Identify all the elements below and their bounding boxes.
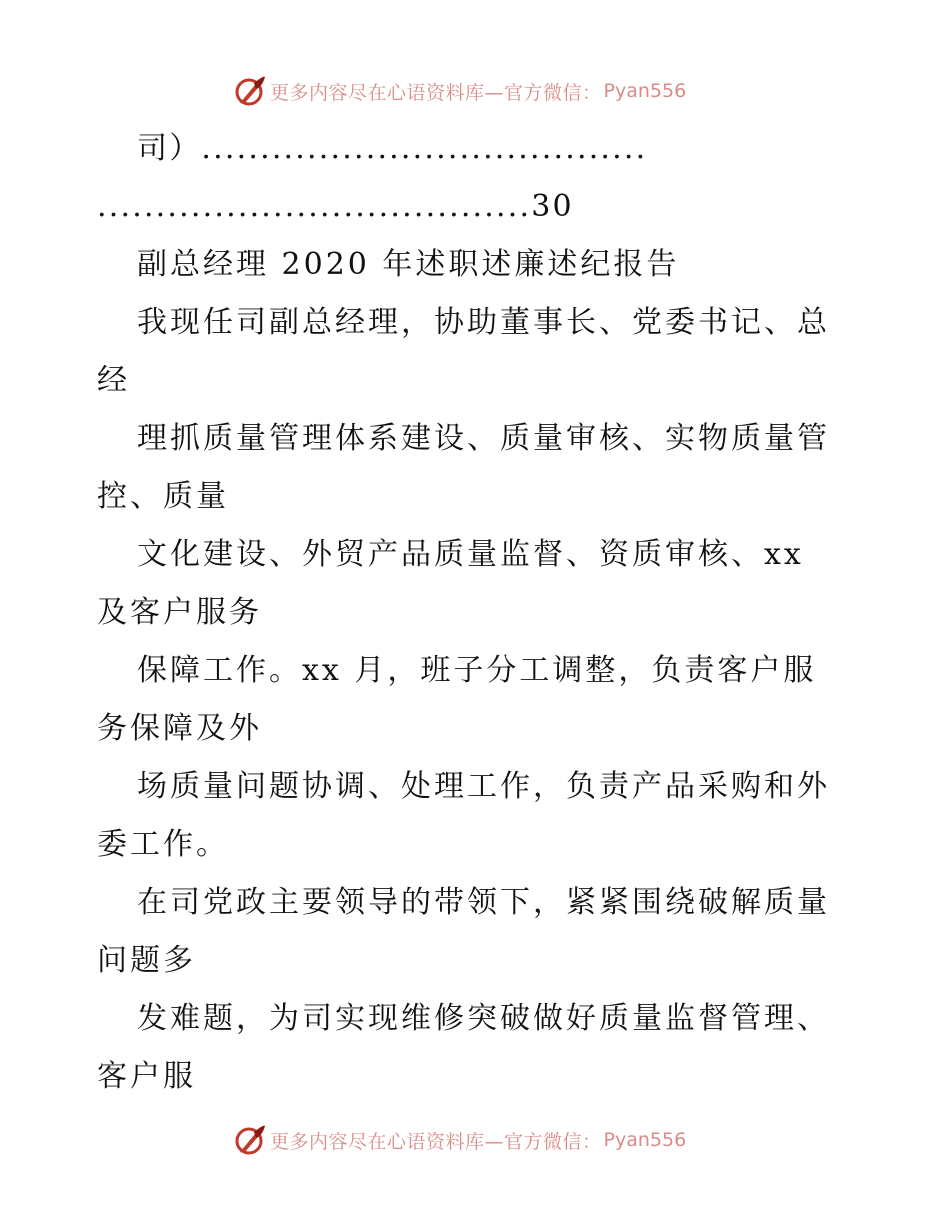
- paragraph-line: 在司党政主要领导的带领下，紧紧围绕破解质量: [137, 885, 830, 920]
- watermark-text: 更多内容尽在心语资料库—官方微信：: [270, 1130, 602, 1153]
- toc-line: 司）......................................: [137, 131, 648, 166]
- paragraph-line: 保障工作。xx 月，班子分工调整，负责客户服: [137, 653, 817, 688]
- paragraph-line: 及客户服务: [97, 595, 262, 630]
- paragraph-line: 委工作。: [97, 827, 229, 862]
- document-body: [97, 120, 853, 1106]
- toc-line-page: .....................................30: [97, 189, 574, 224]
- watermark-wechat-id: Pyan556: [603, 1129, 687, 1151]
- footer-watermark: [234, 1120, 686, 1160]
- paragraph-line: 理抓质量管理体系建设、质量审核、实物质量管: [137, 421, 830, 456]
- paragraph-line: 我现任司副总经理，协助董事长、党委书记、总: [137, 305, 830, 340]
- paragraph-line: 客户服: [97, 1059, 196, 1094]
- header-watermark: [234, 71, 686, 111]
- paragraph-line: 问题多: [97, 943, 196, 978]
- paragraph-line: 场质量问题协调、处理工作，负责产品采购和外: [137, 769, 830, 804]
- paragraph-line: 文化建设、外贸产品质量监督、资质审核、xx: [137, 537, 804, 572]
- paragraph-line: 控、质量: [97, 479, 229, 514]
- paragraph-line: 经: [97, 363, 130, 398]
- watermark-wechat-id: Pyan556: [603, 80, 687, 102]
- paragraph-line: 务保障及外: [97, 711, 262, 746]
- paragraph-line: 发难题，为司实现维修突破做好质量监督管理、: [137, 1001, 830, 1036]
- document-title: 副总经理 2020 年述职述廉述纪报告: [137, 247, 680, 282]
- quill-logo-icon: [234, 73, 266, 109]
- watermark-text: 更多内容尽在心语资料库—官方微信：: [270, 81, 602, 104]
- quill-logo-icon: [234, 1122, 266, 1158]
